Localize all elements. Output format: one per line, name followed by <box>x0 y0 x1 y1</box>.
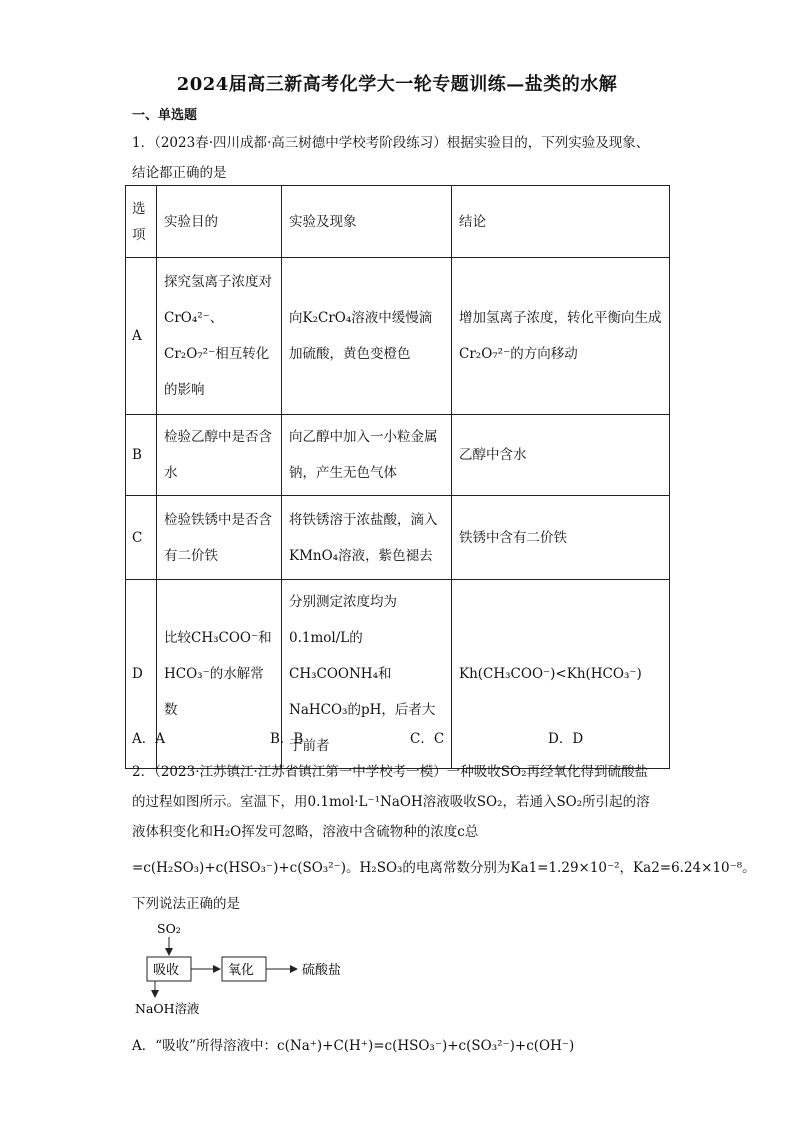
row-conclusion: 乙醇中含水 <box>452 415 670 496</box>
table-header-row <box>126 186 670 258</box>
row-conclusion: 增加氢离子浓度，转化平衡向生成Cr₂O₇²⁻的方向移动 <box>452 258 670 415</box>
row-option: A <box>126 258 157 415</box>
oxidize-label: 氧化 <box>228 963 255 978</box>
absorb-label: 吸收 <box>153 963 180 978</box>
q1-table <box>125 185 670 769</box>
product-label: 硫酸盐 <box>302 963 342 978</box>
table-row <box>126 580 670 769</box>
row-purpose: 检验乙醇中是否含水 <box>157 415 282 496</box>
table-row <box>126 496 670 580</box>
document-title: 2024届高三新高考化学大一轮专题训练—盐类的水解 <box>176 74 618 95</box>
choice-c[interactable]: C．C <box>410 731 445 747</box>
q1-stem-line2: 结论都正确的是 <box>132 165 227 181</box>
header-purpose: 实验目的 <box>157 186 282 258</box>
q2-stem-line2: 的过程如图所示。室温下，用0.1mol·L⁻¹NaOH溶液吸收SO₂，若通入SO₂所引起的溶 <box>132 794 650 810</box>
choice-a[interactable]: A．A <box>132 731 165 747</box>
process-flow-diagram <box>125 915 385 1025</box>
header-conclusion: 结论 <box>452 186 670 258</box>
row-purpose: 检验铁锈中是否含有二价铁 <box>157 496 282 580</box>
row-phenomenon: 向K₂CrO₄溶液中缓慢滴加硫酸，黄色变橙色 <box>282 258 452 415</box>
row-option: D <box>126 580 157 769</box>
q1-stem-line1: 1．（2023春·四川成都·高三树德中学校考阶段练习）根据实验目的，下列实验及现象、 <box>132 135 650 151</box>
diagram-so2-label: SO₂ <box>157 921 181 936</box>
choice-d[interactable]: D．D <box>548 731 584 747</box>
choice-b[interactable]: B．B <box>270 731 304 747</box>
row-conclusion: Kh(CH₃COO⁻)<Kh(HCO₃⁻) <box>452 580 670 769</box>
q2-stem-line5: 下列说法正确的是 <box>132 896 240 912</box>
row-option: B <box>126 415 157 496</box>
row-phenomenon: 分别测定浓度均为0.1mol/L的CH₃COONH₄和NaHCO₃的pH，后者大于前者 <box>282 580 452 769</box>
row-conclusion: 铁锈中含有二价铁 <box>452 496 670 580</box>
row-purpose: 比较CH₃COO⁻和HCO₃⁻的水解常数 <box>157 580 282 769</box>
row-purpose: 探究氢离子浓度对CrO₄²⁻、Cr₂O₇²⁻相互转化的影响 <box>157 258 282 415</box>
q2-stem-line4: =c(H₂SO₃)+c(HSO₃⁻)+c(SO₃²⁻)。H₂SO₃的电离常数分别为Ka1=1.29×10⁻²，Ka2=6.24×10⁻⁸。 <box>132 860 756 876</box>
table-row <box>126 258 670 415</box>
q2-option-a[interactable]: A．“吸收”所得溶液中：c(Na⁺)+C(H⁺)=c(HSO₃⁻)+c(SO₃²⁻)+c(OH⁻) <box>132 1038 575 1054</box>
header-option: 选项 <box>126 186 157 258</box>
row-option: C <box>126 496 157 580</box>
section-heading: 一、单选题 <box>132 108 198 123</box>
q2-stem-line3: 液体积变化和H₂O挥发可忽略，溶液中含硫物种的浓度c总 <box>132 824 479 840</box>
row-phenomenon: 向乙醇中加入一小粒金属钠，产生无色气体 <box>282 415 452 496</box>
q2-stem-line1: 2．（2023·江苏镇江·江苏省镇江第一中学校考一模）一种吸收SO₂再经氧化得到硫酸盐 <box>132 764 649 780</box>
header-phenomenon: 实验及现象 <box>282 186 452 258</box>
row-phenomenon: 将铁锈溶于浓盐酸，滴入KMnO₄溶液，紫色褪去 <box>282 496 452 580</box>
naoh-label: NaOH溶液 <box>135 1001 200 1016</box>
table-row <box>126 415 670 496</box>
